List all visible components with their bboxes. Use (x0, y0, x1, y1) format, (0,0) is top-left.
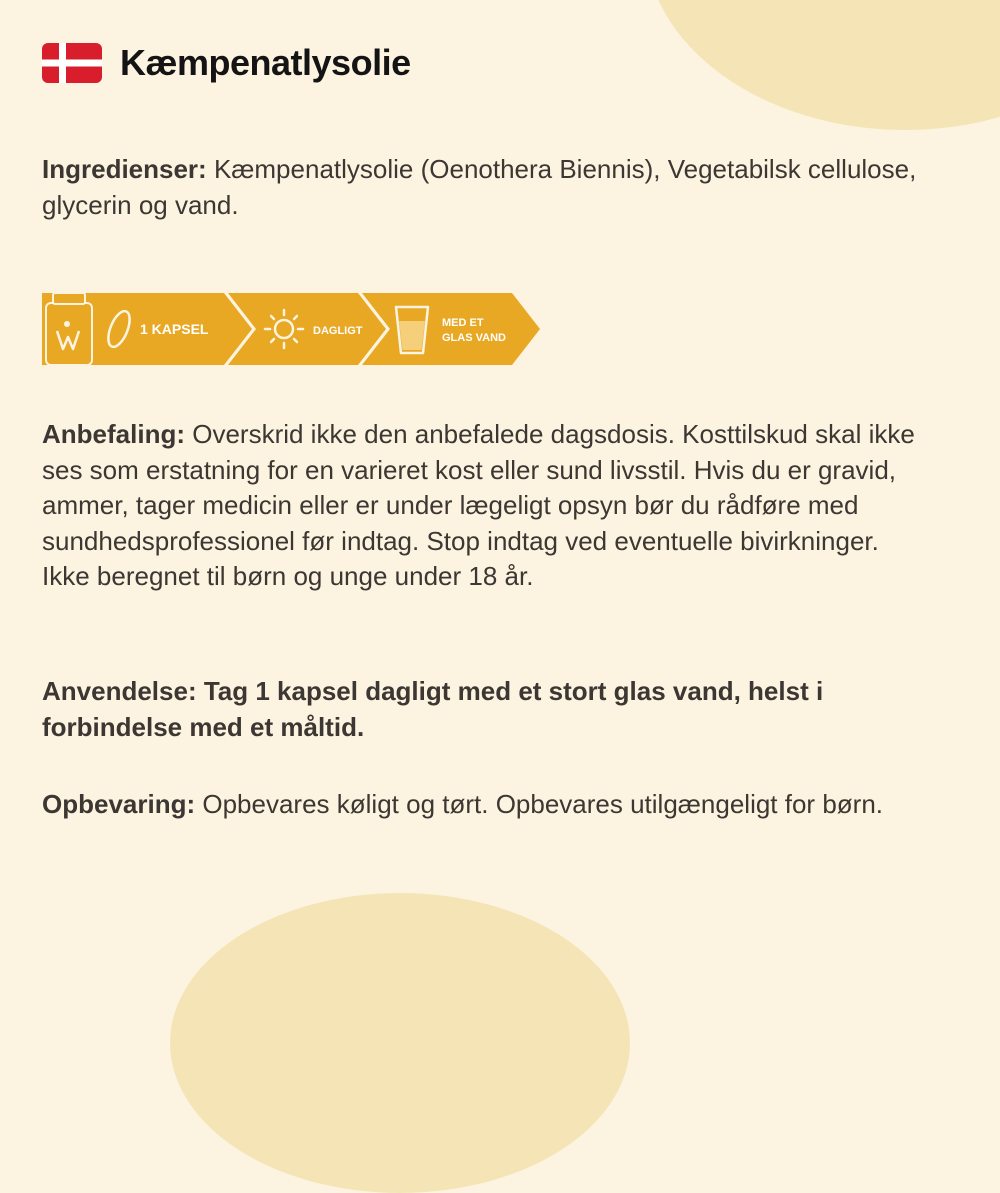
dosage-instructions (42, 291, 542, 367)
step-label-capsule: 1 KAPSEL (140, 321, 209, 337)
dosage-step-water (362, 293, 540, 365)
usage-section (42, 674, 922, 745)
storage-label: Opbevaring: (42, 789, 196, 819)
recommendation-label: Anbefaling: (42, 419, 185, 449)
ingredients-label: Ingredienser: (42, 154, 207, 184)
header (42, 38, 411, 88)
storage-text: Opbevares køligt og tørt. Opbevares utilgængeligt for børn. (195, 789, 883, 819)
step-label-daily: DAGLIGT (313, 325, 363, 337)
decorative-circle-bottom (170, 893, 630, 1193)
decorative-circle-top (645, 0, 1000, 130)
ingredients-section (42, 152, 922, 223)
jar-logo-icon (46, 293, 92, 365)
step-label-water-line1: MED ET (442, 317, 484, 329)
storage-section (42, 787, 922, 823)
danish-flag-icon (42, 43, 102, 83)
page-title: Kæmpenatlysolie (120, 42, 411, 83)
recommendation-section (42, 417, 922, 595)
ingredients-text: Kæmpenatlysolie (Oenothera Biennis), Vegetabilsk cellulose, glycerin og vand. (42, 154, 917, 220)
recommendation-text: Overskrid ikke den anbefalede dagsdosis. Kosttilskud skal ikke ses som erstatning for en varieret kost eller sund livsstil. Hvis du er gravid, ammer, tager medicin eller er under lægeligt opsyn bør du rådføre med sundhedsprofessionel før indtag. Stop indtag ved eventuelle bivirkninger. Ikke beregnet til børn og unge under 18 år. (42, 419, 915, 591)
step-label-water-line2: GLAS VAND (442, 332, 506, 344)
usage-text: Anvendelse: Tag 1 kapsel dagligt med et stort glas vand, helst i forbindelse med et måltid. (42, 676, 824, 742)
